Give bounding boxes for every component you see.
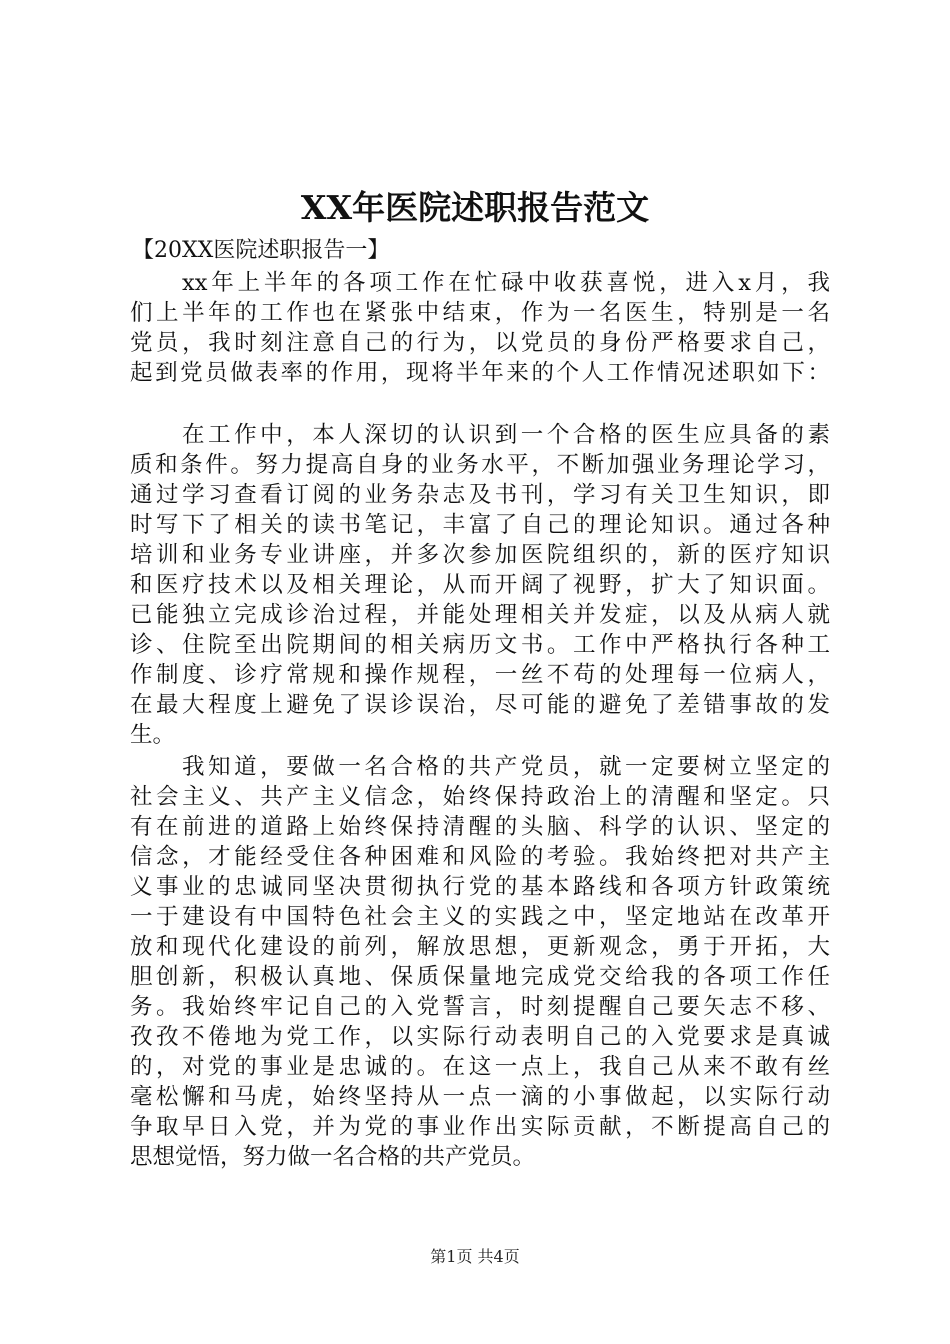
paragraph-3-line-9: 务。我始终牢记自己的入党誓言，时刻提醒自己要矢志不移、	[130, 994, 830, 1020]
paragraph-3-line-2: 社会主义、共产主义信念，始终保持政治上的清醒和坚定。只	[130, 784, 830, 810]
paragraph-2-line-4: 时写下了相关的读书笔记，丰富了自己的理论知识。通过各种	[130, 512, 830, 538]
paragraph-2-line-7: 已能独立完成诊治过程，并能处理相关并发症，以及从病人就	[130, 602, 830, 628]
paragraph-2-line-3: 通过学习查看订阅的业务杂志及书刊，学习有关卫生知识，即	[130, 482, 830, 508]
document-title: XX年医院述职报告范文	[300, 188, 650, 227]
paragraph-3-line-14: 思想觉悟，努力做一名合格的共产党员。	[130, 1144, 536, 1170]
paragraph-2-line-1: 在工作中，本人深切的认识到一个合格的医生应具备的素	[182, 422, 830, 448]
paragraph-3-line-5: 义事业的忠诚同坚决贯彻执行党的基本路线和各项方针政策统	[130, 874, 830, 900]
paragraph-3-line-3: 有在前进的道路上始终保持清醒的头脑、科学的认识、坚定的	[130, 814, 830, 840]
paragraph-3-line-4: 信念，才能经受住各种困难和风险的考验。我始终把对共产主	[130, 844, 830, 870]
page-footer: 第1页 共4页	[430, 1247, 520, 1266]
paragraph-1-line-4: 起到党员做表率的作用，现将半年来的个人工作情况述职如下：	[130, 360, 830, 386]
paragraph-1-line-2: 们上半年的工作也在紧张中结束，作为一名医生，特别是一名	[130, 300, 830, 326]
paragraph-1-line-1: xx年上半年的各项工作在忙碌中收获喜悦，进入x月，我	[182, 270, 830, 296]
paragraph-2-line-11: 生。	[130, 722, 176, 748]
paragraph-3-line-8: 胆创新，积极认真地、保质保量地完成党交给我的各项工作任	[130, 964, 830, 990]
paragraph-2-line-9: 作制度、诊疗常规和操作规程，一丝不苟的处理每一位病人，	[130, 662, 830, 688]
paragraph-3-line-11: 的，对党的事业是忠诚的。在这一点上，我自己从来不敢有丝	[130, 1054, 830, 1080]
paragraph-3-line-10: 孜孜不倦地为党工作，以实际行动表明自己的入党要求是真诚	[130, 1024, 830, 1050]
paragraph-2-line-8: 诊、住院至出院期间的相关病历文书。工作中严格执行各种工	[130, 632, 830, 658]
paragraph-3-line-6: 一于建设有中国特色社会主义的实践之中，坚定地站在改革开	[130, 904, 830, 930]
paragraph-2-line-2: 质和条件。努力提高自身的业务水平，不断加强业务理论学习，	[130, 452, 830, 478]
paragraph-3-line-12: 毫松懈和马虎，始终坚持从一点一滴的小事做起，以实际行动	[130, 1084, 830, 1110]
paragraph-2-line-10: 在最大程度上避免了误诊误治，尽可能的避免了差错事故的发	[130, 692, 830, 718]
paragraph-3-line-7: 放和现代化建设的前列，解放思想，更新观念，勇于开拓，大	[130, 934, 830, 960]
paragraph-1-line-3: 党员，我时刻注意自己的行为，以党员的身份严格要求自己，	[130, 330, 830, 356]
paragraph-3-line-13: 争取早日入党，并为党的事业作出实际贡献，不断提高自己的	[130, 1114, 830, 1140]
paragraph-3-line-1: 我知道，要做一名合格的共产党员，就一定要树立坚定的	[182, 754, 830, 780]
paragraph-2-line-6: 和医疗技术以及相关理论，从而开阔了视野，扩大了知识面。	[130, 572, 830, 598]
paragraph-2-line-5: 培训和业务专业讲座，并多次参加医院组织的，新的医疗知识	[130, 542, 830, 568]
section-heading: 【20XX医院述职报告一】	[132, 238, 390, 263]
